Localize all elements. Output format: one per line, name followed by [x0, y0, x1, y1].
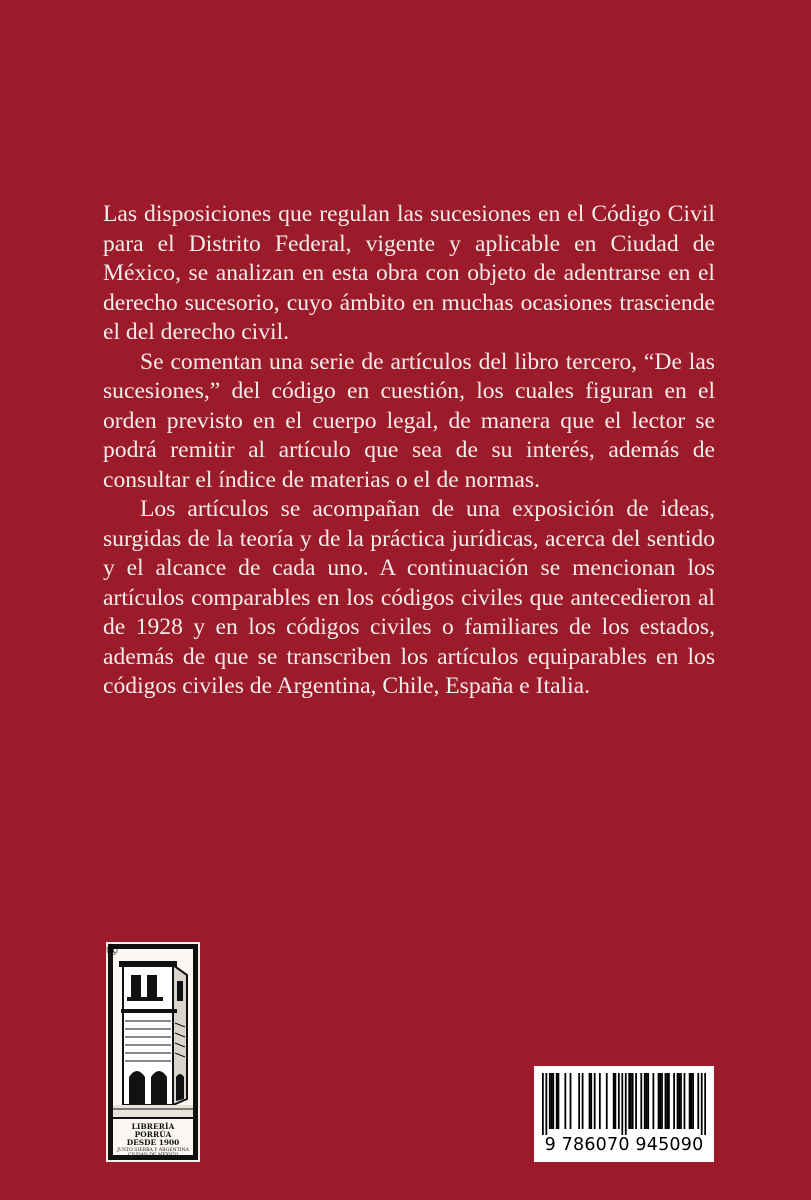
- barcode-bar: [704, 1073, 706, 1135]
- barcode-bar: [552, 1073, 554, 1129]
- barcode-bar: [590, 1073, 592, 1129]
- isbn-barcode: [534, 1066, 714, 1162]
- barcode-bar: [630, 1073, 632, 1129]
- barcode-bar: [556, 1073, 558, 1129]
- barcode-bar: [652, 1073, 654, 1129]
- barcode-bar: [689, 1073, 691, 1129]
- barcode-bar: [628, 1073, 630, 1129]
- back-cover-blurb: [103, 200, 715, 702]
- barcode-bar: [658, 1073, 660, 1129]
- logo-address: JUSTO SIERRA Y ARGENTINA: [117, 1148, 189, 1154]
- barcode-bar: [632, 1073, 634, 1129]
- barcode-bar: [621, 1073, 623, 1135]
- logo-caption: [113, 1119, 193, 1159]
- barcode-bar: [606, 1073, 608, 1129]
- barcode-bar: [701, 1073, 703, 1135]
- barcode-bar: [640, 1073, 642, 1129]
- barcode-bar: [618, 1073, 620, 1129]
- barcode-bar: [668, 1073, 670, 1129]
- barcode-bar: [549, 1073, 551, 1129]
- barcode-bar: [551, 1073, 553, 1129]
- barcode-bar: [659, 1073, 661, 1129]
- building-illustration: [113, 949, 193, 1117]
- barcode-bar: [680, 1073, 682, 1129]
- barcode-bar: [613, 1073, 615, 1129]
- logo-name: LIBRERÍA PORRÚA: [131, 1122, 175, 1140]
- barcode-bar: [564, 1073, 566, 1129]
- barcode-bar: [665, 1073, 667, 1129]
- barcode-bar: [647, 1073, 649, 1129]
- blurb-paragraph-1: Las disposiciones que regulan las sucesiones en el Código Civil para el Distrito Federal, vigente y aplicable en Ciudad de México, se analizan en esta obra con objeto de adentrarse en el derecho sucesorio, cuyo ámbito en muchas ocasiones trasciende el del derecho civil.: [103, 201, 715, 345]
- registered-mark: ®: [106, 942, 119, 959]
- barcode-bar: [661, 1073, 663, 1129]
- blurb-paragraph-3: Los artículos se acompañan de una exposición de ideas, surgidas de la teoría y de la práctica jurídicas, acerca del sentido y el alcance de cada uno. A continuación se mencionan los artículos comparables en los códigos civiles que antecedieron al de 1928 y en los códigos civiles o familiares de los estados, además de que se transcriben los artículos equiparables en los códigos civiles de Argentina, Chile, España e Italia.: [103, 496, 715, 699]
- barcode-bar: [582, 1073, 584, 1129]
- barcode-bar: [692, 1073, 694, 1129]
- logo-city: CIUDAD DE MÉXICO: [127, 1153, 179, 1159]
- barcode-bar: [677, 1073, 679, 1129]
- barcode-bar: [594, 1073, 596, 1129]
- barcode-bar: [589, 1073, 591, 1129]
- barcode-bar: [678, 1073, 680, 1129]
- barcode-bar: [625, 1073, 627, 1135]
- blurb-paragraph-2: Se comentan una serie de artículos del libro tercero, “De las sucesiones,” del código en cuestión, los cuales figuran en el orden previsto en el cuerpo legal, de manera que el lector se podrá remitir al artículo que sea de su interés, además de consultar el índice de materias o el de normas.: [103, 348, 715, 493]
- barcode-bar: [684, 1073, 686, 1129]
- logo-since: DESDE 1900: [126, 1138, 180, 1148]
- barcode-bar: [697, 1073, 699, 1129]
- barcode-bar: [542, 1073, 544, 1135]
- barcode-bar: [666, 1073, 668, 1129]
- barcode-bar: [570, 1073, 572, 1129]
- barcode-bar: [635, 1073, 637, 1129]
- barcode-bar: [545, 1073, 547, 1135]
- isbn-digits: 9 786070 945090: [544, 1135, 704, 1155]
- barcode-bars: [542, 1073, 706, 1135]
- barcode-bar: [558, 1073, 560, 1129]
- barcode-bar: [615, 1073, 617, 1129]
- barcode-bar: [599, 1073, 601, 1129]
- barcode-bar: [690, 1073, 692, 1129]
- barcode-bar: [578, 1073, 580, 1129]
- publisher-logo: [106, 942, 200, 1162]
- barcode-bar: [673, 1073, 675, 1129]
- barcode-bar: [644, 1073, 646, 1129]
- barcode-bar: [646, 1073, 648, 1129]
